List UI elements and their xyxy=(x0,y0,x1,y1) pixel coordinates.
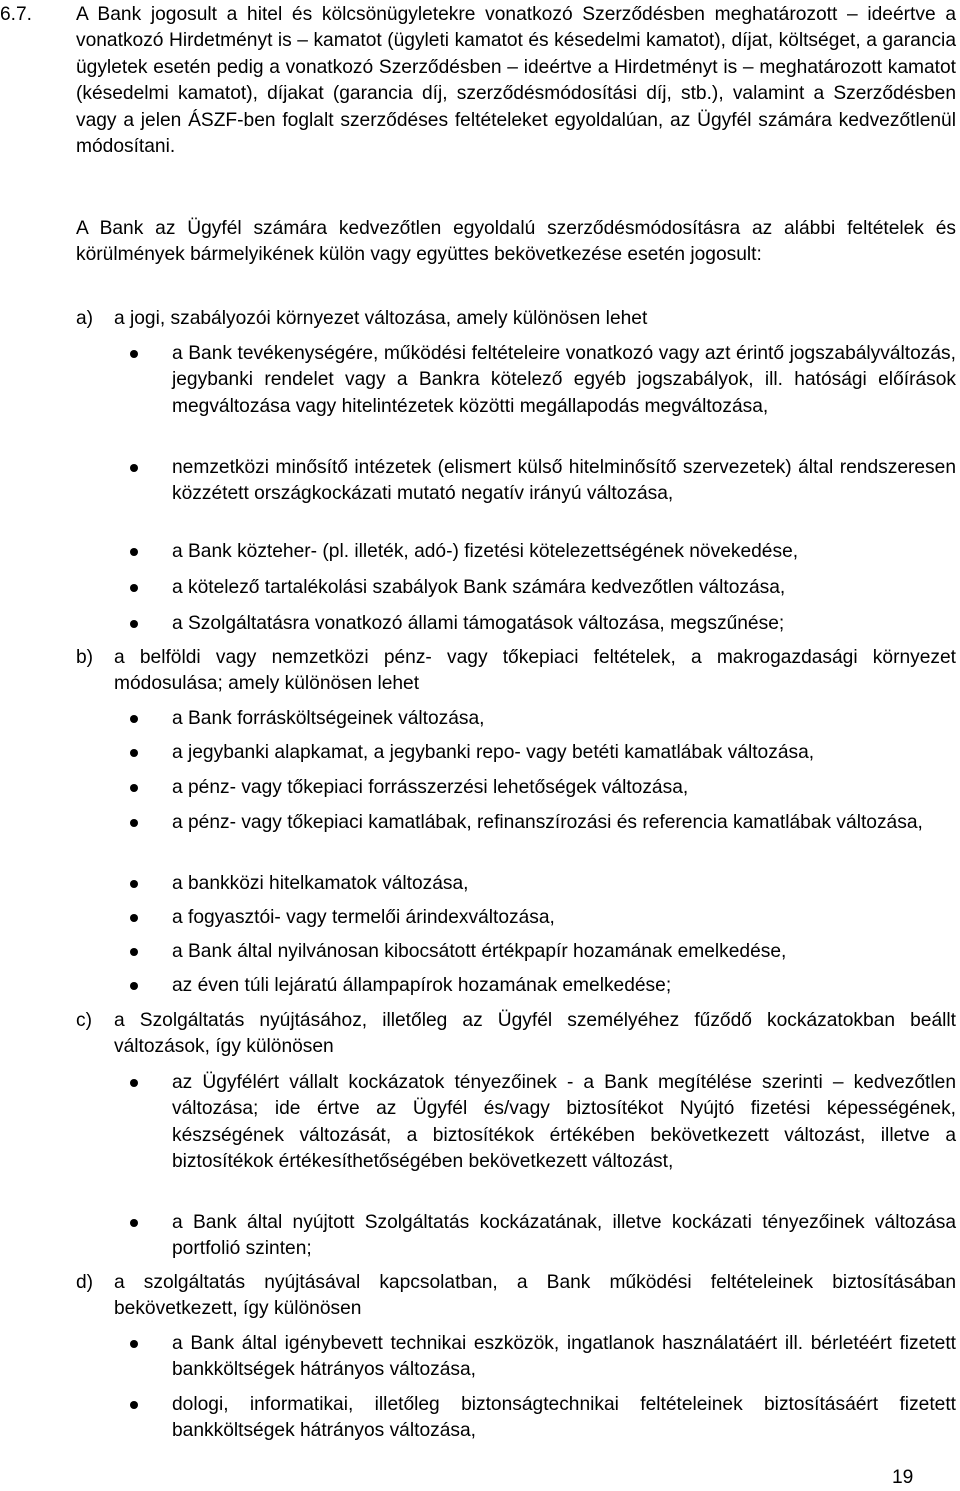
bullet-icon xyxy=(130,1219,138,1227)
bullet-text: a Bank közteher- (pl. illeték, adó-) fizetési kötelezettségének növekedése, xyxy=(172,541,799,562)
bullet-icon xyxy=(130,464,138,472)
bullet-item xyxy=(134,706,956,732)
list-item-text: a jogi, szabályozói környezet változása, amely különösen lehet xyxy=(114,308,648,329)
bullet-text: a Bank forrásköltségeinek változása, xyxy=(172,708,485,729)
bullet-icon xyxy=(130,1079,138,1087)
list-item-b xyxy=(76,645,956,698)
bullet-text: a Bank által nyújtott Szolgáltatás kockázatának, illetve kockázati tényezőinek változása portfolió szinten; xyxy=(172,1212,956,1260)
section-number: 6.7. xyxy=(0,4,33,25)
list-label: d) xyxy=(76,1272,94,1293)
bullet-text: az éven túli lejáratú állampapírok hozamának emelkedése; xyxy=(172,975,672,996)
bullet-item xyxy=(134,810,956,836)
bullet-item xyxy=(134,871,956,897)
bullet-item xyxy=(134,905,956,931)
list-item-text: a szolgáltatás nyújtásával kapcsolatban, a Bank működési feltételeinek biztosításában bekövetkezett, így különösen xyxy=(114,1272,956,1320)
bullet-icon xyxy=(130,749,138,757)
bullet-text: a jegybanki alapkamat, a jegybanki repo- vagy betéti kamatlábak változása, xyxy=(172,742,815,763)
bullet-text: a pénz- vagy tőkepiaci forrásszerzési lehetőségek változása, xyxy=(172,777,689,798)
bullet-item xyxy=(134,611,956,637)
bullet-icon xyxy=(130,350,138,358)
bullet-item xyxy=(134,740,956,766)
bullet-item xyxy=(134,973,956,999)
bullet-text: az Ügyfélért vállalt kockázatok tényezőinek - a Bank megítélése szerinti – kedvezőtlen változása; ide értve az Ügyfél és/vagy biztosítékot Nyújtó fizetési képességének, készségének változását, a biztosítékok értékében bekövetkezett változást, illetve a biztosítékok értékesíthetőségében bekövetkezett változást, xyxy=(172,1072,956,1173)
bullet-text: nemzetközi minősítő intézetek (elismert külső hitelminősítő szervezetek) által rendszeresen közzétett országkockázati mutató negatív irányú változása, xyxy=(172,457,956,505)
bullet-icon xyxy=(130,948,138,956)
bullet-icon xyxy=(130,715,138,723)
bullet-icon xyxy=(130,784,138,792)
bullet-icon xyxy=(130,620,138,628)
list-item-d xyxy=(76,1270,956,1323)
bullet-text: a Bank által nyilvánosan kibocsátott értékpapír hozamának emelkedése, xyxy=(172,941,787,962)
list-item-text: a Szolgáltatás nyújtásához, illetőleg az Ügyfél személyéhez fűződő kockázatokban beállt változások, így különösen xyxy=(114,1010,956,1058)
bullet-item xyxy=(134,539,956,565)
bullet-text: a kötelező tartalékolási szabályok Bank számára kedvezőtlen változása, xyxy=(172,577,786,598)
intro-paragraph: A Bank jogosult a hitel és kölcsönügyletekre vonatkozó Szerződésben meghatározott – ideértve a vonatkozó Hirdetményt is – kamatot (ügyleti kamatot és késedelmi kamatot), díjat, költséget, a garancia ügyletek esetén pedig a vonatkozó Szerződésben – ideértve a Hirdetményt is – meghatározott kamatot (késedelmi kamatot), díjakat (garancia díj, szerződésmódosítási díj, stb.), valamint a Szerződésben vagy a jelen ÁSZF-ben foglalt szerződéses feltételeket egyoldalúan, az Ügyfél számára kedvezőtlenül módosítani. xyxy=(76,4,956,158)
list-label: b) xyxy=(76,647,94,668)
page-number: 19 xyxy=(892,1467,914,1488)
bullet-text: a bankközi hitelkamatok változása, xyxy=(172,873,469,894)
bullet-text: a Szolgáltatásra vonatkozó állami támogatások változása, megszűnése; xyxy=(172,613,785,634)
bullet-item xyxy=(134,1331,956,1384)
bullet-item xyxy=(134,341,956,420)
bullet-item xyxy=(134,1070,956,1176)
bullet-item xyxy=(134,1210,956,1263)
bullet-icon xyxy=(130,548,138,556)
bullet-item xyxy=(134,939,956,965)
bullet-item xyxy=(134,1392,956,1445)
conditions-paragraph: A Bank az Ügyfél számára kedvezőtlen egyoldalú szerződésmódosításra az alábbi feltételek és körülmények bármelyikének külön vagy együttes bekövetkezése esetén jogosult: xyxy=(76,218,956,266)
bullet-icon xyxy=(130,914,138,922)
bullet-item xyxy=(134,455,956,508)
bullet-text: a fogyasztói- vagy termelői árindexváltozása, xyxy=(172,907,555,928)
bullet-text: a pénz- vagy tőkepiaci kamatlábak, refinanszírozási és referencia kamatlábak változása, xyxy=(172,812,923,833)
list-label: c) xyxy=(76,1010,92,1031)
bullet-icon xyxy=(130,1340,138,1348)
bullet-text: dologi, informatikai, illetőleg biztonságtechnikai feltételeinek biztosításáért fizetett bankköltségek hátrányos változása, xyxy=(172,1394,956,1442)
bullet-icon xyxy=(130,1401,138,1409)
bullet-icon xyxy=(130,982,138,990)
bullet-text: a Bank tevékenységére, működési feltételeire vonatkozó vagy azt érintő jogszabályváltozás, jegybanki rendelet vagy a Bankra kötelező egyéb jogszabályok, ill. hatósági előírások megváltozása vagy hitelintézetek közötti megállapodás megváltozása, xyxy=(172,343,956,417)
list-item-text: a belföldi vagy nemzetközi pénz- vagy tőkepiaci feltételek, a makrogazdasági környezet módosulása; amely különösen lehet xyxy=(114,647,956,695)
bullet-icon xyxy=(130,880,138,888)
bullet-icon xyxy=(130,584,138,592)
list-item-c xyxy=(76,1008,956,1061)
bullet-text: a Bank által igénybevett technikai eszközök, ingatlanok használatáért ill. bérletéért fizetett bankköltségek hátrányos változása, xyxy=(172,1333,956,1381)
bullet-item xyxy=(134,775,956,801)
list-label: a) xyxy=(76,308,94,329)
list-item-a xyxy=(76,306,956,332)
bullet-item xyxy=(134,575,956,601)
bullet-icon xyxy=(130,819,138,827)
